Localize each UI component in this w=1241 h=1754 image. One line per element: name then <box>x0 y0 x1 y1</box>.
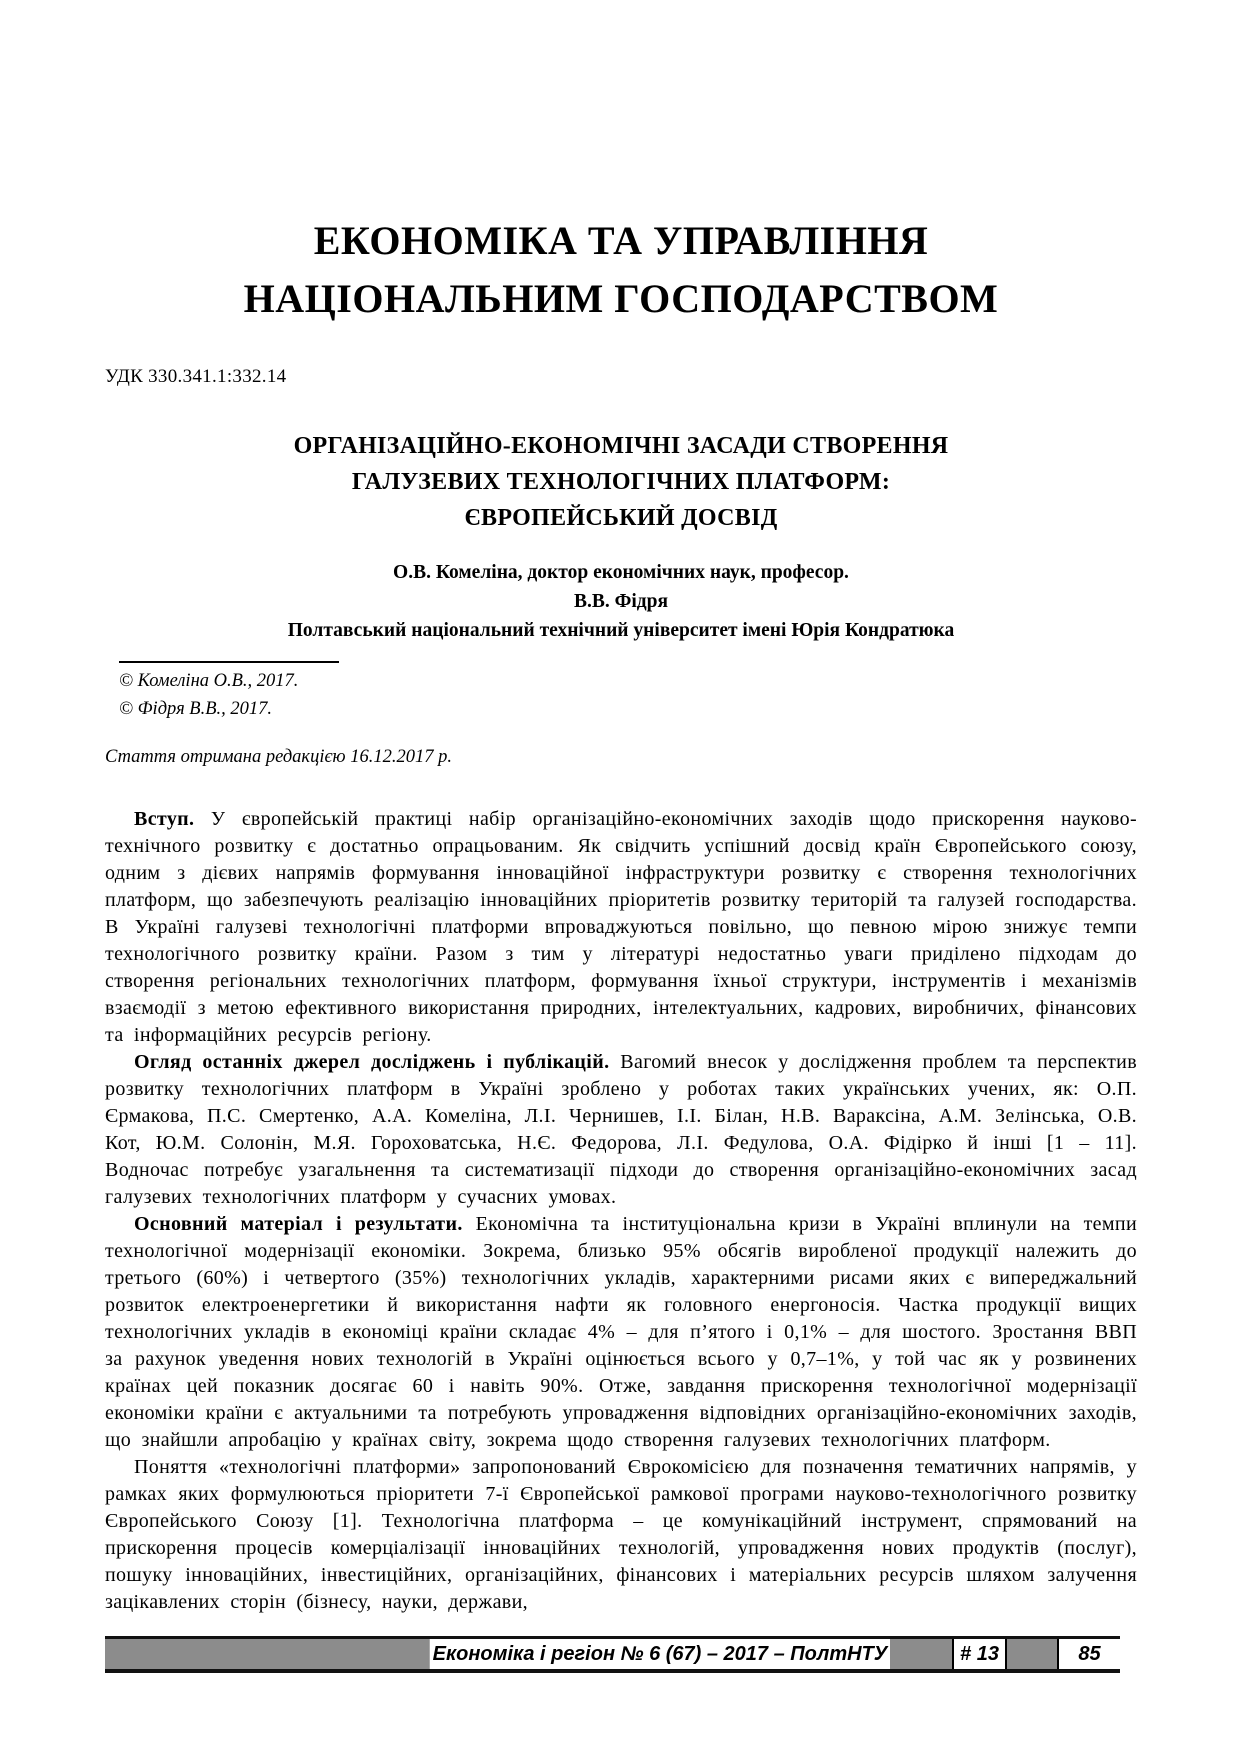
copyright-line-1: © Комеліна О.В., 2017. <box>119 671 299 691</box>
received-date: Стаття отримана редакцією 16.12.2017 р. <box>105 747 452 767</box>
article-title-line-1: ОРГАНІЗАЦІЙНО-ЕКОНОМІЧНІ ЗАСАДИ СТВОРЕННЯ <box>293 433 949 459</box>
paragraph-lead: Основний матеріал і результати. <box>134 1213 463 1235</box>
copyright-block <box>119 661 1137 723</box>
footer-gray-block-left <box>105 1639 430 1669</box>
paragraph-literature-review <box>105 1049 1137 1211</box>
page-content <box>105 0 1137 1616</box>
article-title <box>105 428 1137 536</box>
footer-journal-cell <box>430 1639 890 1669</box>
footer-page-number: 85 <box>1078 1643 1101 1665</box>
paragraph-lead: Огляд останніх джерел досліджень і публікацій. <box>134 1051 610 1073</box>
section-heading-line-2: НАЦІОНАЛЬНИМ ГОСПОДАРСТВОМ <box>243 276 999 321</box>
paragraph-text: Поняття «технологічні платформи» запропонований Єврокомісією для позначення тематичних напрямів, у рамках яких формулюються пріоритети 7-ї Європейської рамкової програми науково-технологічного розвитку Європейського Союзу [1]. Технологічна платформа – це комунікаційний інструмент, спрямований на прискорення процесів комерціалізації інноваційних технологій, упровадження нових продуктів (послуг), пошуку інноваційних, інвестиційних, організаційних, фінансових і матеріальних ресурсів шляхом залучення зацікавлених сторін (бізнесу, науки, держави, <box>105 1456 1137 1613</box>
copyright-divider <box>119 661 339 663</box>
paragraph-lead: Вступ. <box>134 808 195 830</box>
footer-bar <box>105 1636 1120 1673</box>
article-title-line-2: ГАЛУЗЕВИХ ТЕХНОЛОГІЧНИХ ПЛАТФОРМ: <box>351 469 891 495</box>
footer-issue-number: # 13 <box>960 1643 999 1665</box>
paragraph-platform-definition <box>105 1454 1137 1616</box>
udc-code: УДК 330.341.1:332.14 <box>105 366 287 387</box>
section-heading <box>105 212 1137 328</box>
affiliation: Полтавський національний технічний університет імені Юрія Кондратюка <box>287 620 955 641</box>
section-heading-line-1: ЕКОНОМІКА ТА УПРАВЛІННЯ <box>313 218 929 263</box>
author-block <box>105 558 1137 645</box>
footer-gray-block-mid <box>890 1639 952 1669</box>
paragraph-main-results <box>105 1211 1137 1454</box>
paragraph-text: У європейській практиці набір організаційно-економічних заходів щодо прискорення науково-технічного розвитку є достатньо опрацьованим. Як свідчить успішний досвід країн Європейського союзу, одним з дієвих напрямів формування інноваційної інфраструктури розвитку є створення технологічних платформ, що забезпечують реалізацію інноваційних пріоритетів розвитку територій та галузей господарства. В Україні галузеві технологічні платформи впроваджуються повільно, що певною мірою знижує темпи технологічного розвитку країни. Разом з тим у літературі недостатньо уваги приділено підходам до створення регіональних технологічних платформ, формування їхньої структури, інструментів і механізмів взаємодії з метою ефективного використання природних, інтелектуальних, кадрових, виробничих, фінансових та інформаційних ресурсів регіону. <box>105 808 1137 1046</box>
article-title-line-3: ЄВРОПЕЙСЬКИЙ ДОСВІД <box>464 505 778 531</box>
paragraph-text: Економічна та інституціональна кризи в Україні вплинули на темпи технологічної модернізації економіки. Зокрема, близько 95% обсягів виробленої продукції належить до третього (60%) і четвертого (35%) технологічних укладів, характерними рисами яких є випереджальний розвиток електроенергетики й використання нафти як головного енергоносія. Частка продукції вищих технологічних укладів в економіці країни складає 4% – для п’ятого і 0,1% – для шостого. Зростання ВВП за рахунок уведення нових технологій в Україні оцінюється всього у 0,7–1%, у той час як у розвинених країнах цей показник досягає 60 і навіть 90%. Отже, завдання прискорення технологічної модернізації економіки країни є актуальними та потребують упровадження відповідних організаційно-економічних заходів, що знайшли апробацію у країнах світу, зокрема щодо створення галузевих технологічних платформ. <box>105 1213 1137 1451</box>
copyright-line-2: © Фідря В.В., 2017. <box>119 699 273 719</box>
author-line-1: О.В. Комеліна, доктор економічних наук, професор. <box>393 562 849 583</box>
article-body <box>105 806 1137 1616</box>
footer-journal-title: Економіка і регіон № 6 (67) – 2017 – ПолтНТУ <box>432 1643 888 1665</box>
footer-gray-block-right <box>1007 1639 1057 1669</box>
paragraph-introduction <box>105 806 1137 1049</box>
author-line-2: В.В. Фідря <box>573 591 669 612</box>
footer-issue-cell <box>952 1639 1007 1669</box>
paragraph-text: Вагомий внесок у дослідження проблем та перспектив розвитку технологічних платформ в Україні зроблено у роботах таких українських учених, як: О.П. Єрмакова, П.С. Смертенко, А.А. Комеліна, Л.І. Чернишев, І.І. Білан, Н.В. Вараксіна, А.М. Зелінська, О.В. Кот, Ю.М. Солонін, М.Я. Гороховатська, Н.Є. Федорова, Л.І. Федулова, О.А. Фідірко й інші [1 – 11]. Водночас потребує узагальнення та систематизації підходи до створення організаційно-економічних засад галузевих технологічних платформ у сучасних умовах. <box>105 1051 1137 1208</box>
footer-page-cell <box>1057 1639 1120 1669</box>
